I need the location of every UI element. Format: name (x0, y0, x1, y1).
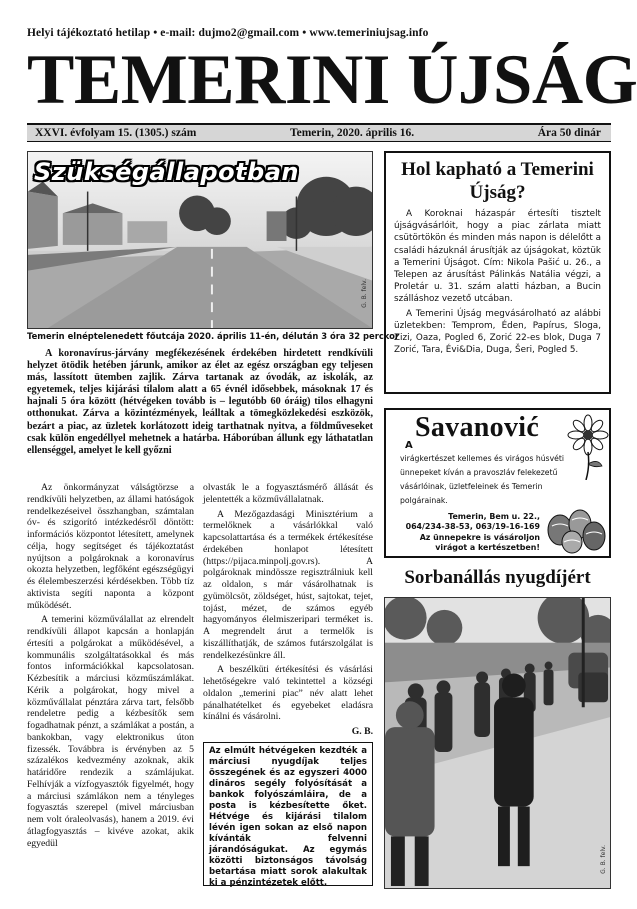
ad-slogan: Az ünnepekre is vásároljon virágot a kertészetben! (419, 532, 540, 553)
col2-paragraph: A beszélküti értékesítési és vásárlási lehetőségekre való tekintettel a községi oldalon „temerini piac” név alatt lehet pánalhatételket és egyebeket eladásra kínálni és vásárolni. (203, 664, 373, 723)
issue-date: Temerin, 2020. április 16. (290, 127, 415, 139)
masthead-title: TEMERINI ÚJSÁG (27, 41, 637, 119)
article-signature: G. B. (351, 726, 373, 737)
header-topline: Helyi tájékoztató hetilap • e-mail: dujmo2@gmail.com • www.temeriniujsag.info (27, 27, 429, 39)
queue-story-title: Sorbanállás nyugdíjért (404, 567, 591, 588)
queue-photo (384, 597, 611, 889)
where-to-buy-text: A Koroknai házaspár értesíti tisztelt újságvásárlóit, hogy a piac zárlata miatt csütörtökön és minden más napon is délelőtt a családi házuknál árusítják az újságokat, köztük a Temerini Újságot. Cím: Nikola Pašić u. 26., a Telepen az árusítást Pálinkás Natália végzi, a Proletár u. 31. szám alatti házban, a Bucin szálláshoz vezető utcában. (394, 209, 601, 305)
ad-prefix: A (405, 440, 413, 451)
issue-info-bar (27, 123, 611, 142)
ad-phones: 064/234-38-53, 063/19-16-169 (405, 522, 540, 532)
ad-brand: Savanović (415, 412, 540, 443)
savanovic-ad (384, 408, 611, 558)
photo-credit-2: G. B. felv. (600, 845, 607, 874)
main-street-photo (27, 151, 373, 329)
col1-paragraph: Az önkormányzat válságtörzse a rendkívüli helyzetben, az állami hatóságok rendelkezéseivel összhangban, számtalan óv- és szigorító intézkedésről döntött: információs központot létesített, amelynek célja, hogy segítséget és tájékoztatást nyújtson a polgároknak a koronavírus okozta helyzetben, legfőként egészségügyi és élelembeszerzési kérdésekben. Több tíz aktivista segíti naponta a központ működését. (27, 482, 194, 611)
ad-address: Temerin, Bem u. 22., (448, 512, 540, 521)
photo-credit-1: G. B. felv. (361, 279, 368, 308)
pension-note-box: Az elmúlt hétvégeken kezdték a márciusi nyugdíjak teljes összegének és az egyszeri 4000 dináros segély folyósítását a bankok folyószámláira, de a posta is kézbesítette őket. Hétvége és kijárási tilalom lévén igen sokan az első napon kívánták felvenni járandóságukat. Az egymás közötti biztonságos távolság betartása miatt sorok alakultak ki a pénzintézetek előtt. (203, 742, 373, 886)
where-to-buy-box (384, 151, 611, 394)
issue-number: XXVI. évfolyam 15. (1305.) szám (35, 127, 197, 139)
article-column-2 (203, 482, 373, 738)
col1-paragraph: A temerini közműválallat az elrendelt rendkívüli állapot kapcsán a honlapján értesíti a polgárokat a működésével, a kommunális szolgáltatásokkal és más fontos információkkal kapcsolatosan. Kézbesítik a márciusi közműszámlákat. Kérik a polgárokat, hogy mivel a közművállalat pénztára zárva tart, felsőbb rendeletre pedig a kézbesítők sem fogadhatnak pénzt, a számlákat a postán, a bankokban, vagy elektronikus úton fizessék. Továbbra is érvényben az 5 százalékos kedvezmény azoknak, akik határidőre rendezik a számlájukat. Felhívják a vízfogyasztók figyelmét, hogy a márciusi számlákon nem a tényleges fogyasztás szerepel (mivel márciusban nem volt óraleolvasás), hanem a 2019. évi átlagfogyasztás – kivéve azokat, akik egyedül (27, 614, 194, 849)
col2-paragraph: A Mezőgazdasági Minisztérium a termelőknek a vásárlókkal való kapcsolattartása és a termékek értékesítése érdekében honlapot létesített (https://pijaca.minpolj.gov.rs). A polgároknak mindössze regisztrálniuk kell az oldalon, s már vásárolhatnak is gyümölcsöt, zöldséget, húst, sajtokat, tejet, tojást, mézet, de számos egyéb hagyományos élelmiszeripari terméket is. A megrendelt árut a termelők is kiszállíthatják, de számos futárszolgálat is rendelkezésünkre áll. (203, 508, 373, 661)
col2-paragraph: olvasták le a fogyasztásmérő állását és jelentették a közművállalatnak. (203, 482, 373, 505)
main-headline: Szükségállapotban (34, 158, 299, 186)
easter-eggs-icon (542, 502, 608, 554)
flower-icon (566, 414, 610, 480)
ad-text: virágkertészet kellemes és virágos húsvéti ünnepeket kíván a pravoszláv felekezetű vásárlóinak, üzletfeleinek és Temerin polgárainak. (400, 454, 564, 505)
article-column-1 (27, 482, 194, 852)
photo-caption: Temerin elnéptelenedett főutcája 2020. április 11-én, délután 3 óra 32 perckor (27, 331, 400, 341)
issue-price: Ára 50 dinár (537, 127, 601, 139)
lead-paragraph: A koronavírus-járvány megfékezésének érdekében hirdetett rendkívüli helyzet ötödik hetében járunk, amikor az élet az egész országban egy teljesen más, lassított ütemben zajlik. Zárva tartanak az óvodák, az iskolák, az egyetemek, teljes kijárási tilalom alatt a 65 évnél idősebbek, másoknak 17 és hajnali 5 óra között (hétvégeken tovább is – legutóbb 60 óráig) tilos elhagyni otthonukat. Zárva a közintézmények, leálltak a tömegközlekedési eszközök, bezárt a piac, az üzletek korlátozott ideig tarthatnak nyitva, a földműveseket csak külön engedéllyel mehetnek a határba. Háborúban állunk egy láthatatlan ellenséggel, amelyet le kell győzni (27, 348, 373, 456)
ad-contact (390, 512, 540, 554)
where-to-buy-shops: A Temerini Újság megvásárolható az alábbi üzletekben: Temprom, Éden, Papírus, Sloga, Zizi, Oaza, Pogled 6, Zorić 22-es blok, Duga 7 Zorić, Tara, Évi&Dia, Duga, Šeri, Pogled 5. (394, 308, 601, 356)
where-to-buy-title: Hol kapható a Temerini Újság? (401, 159, 594, 203)
